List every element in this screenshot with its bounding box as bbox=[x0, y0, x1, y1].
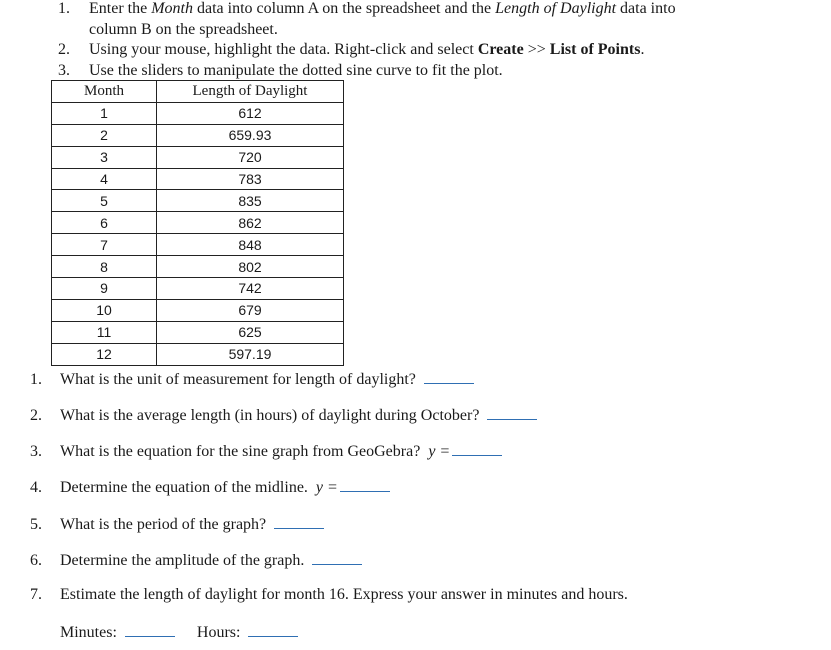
table-row bbox=[52, 256, 344, 278]
answer-blank-2[interactable] bbox=[487, 405, 537, 420]
answer-blank-3[interactable] bbox=[452, 441, 502, 456]
minutes-blank[interactable] bbox=[125, 622, 175, 637]
question-3: 3. What is the equation for the sine graph from GeoGebra? y = bbox=[30, 441, 502, 462]
month-cell: 11 bbox=[52, 321, 157, 343]
question-7: 7. Estimate the length of daylight for month 16. Express your answer in minutes and hours. bbox=[30, 586, 628, 603]
daylight-cell: 783 bbox=[157, 168, 344, 190]
question-4: 4. Determine the equation of the midline. y = bbox=[30, 477, 390, 498]
daylight-cell: 848 bbox=[157, 234, 344, 256]
month-cell: 12 bbox=[52, 343, 157, 365]
answer-blank-4[interactable] bbox=[340, 477, 390, 492]
month-cell: 3 bbox=[52, 146, 157, 168]
month-cell: 10 bbox=[52, 299, 157, 321]
question-6: 6. Determine the amplitude of the graph. bbox=[30, 550, 362, 571]
month-cell: 1 bbox=[52, 102, 157, 124]
question-7-answers bbox=[60, 622, 298, 642]
instruction-1: 1. Enter the Month data into column A on the spreadsheet and the Length of Daylight data into column B on the spreadsheet. bbox=[58, 0, 676, 38]
answer-blank-6[interactable] bbox=[312, 550, 362, 565]
question-2: 2. What is the average length (in hours) of daylight during October? bbox=[30, 405, 537, 426]
question-5: 5. What is the period of the graph? bbox=[30, 514, 324, 535]
daylight-cell: 742 bbox=[157, 278, 344, 300]
month-cell: 5 bbox=[52, 190, 157, 212]
table-row bbox=[52, 299, 344, 321]
instruction-2: 2. Using your mouse, highlight the data. Right-click and select Create >> List of Points. bbox=[58, 41, 645, 58]
table-row bbox=[52, 146, 344, 168]
answer-blank-5[interactable] bbox=[274, 514, 324, 529]
month-cell: 2 bbox=[52, 124, 157, 146]
month-cell: 6 bbox=[52, 212, 157, 234]
daylight-cell: 862 bbox=[157, 212, 344, 234]
daylight-cell: 802 bbox=[157, 256, 344, 278]
table-row bbox=[52, 278, 344, 300]
daylight-cell: 612 bbox=[157, 102, 344, 124]
month-cell: 4 bbox=[52, 168, 157, 190]
daylight-cell: 625 bbox=[157, 321, 344, 343]
daylight-cell: 659.93 bbox=[157, 124, 344, 146]
column-header-month: Month bbox=[52, 81, 157, 103]
table-header-row bbox=[52, 81, 344, 103]
answer-blank-1[interactable] bbox=[424, 369, 474, 384]
month-cell: 7 bbox=[52, 234, 157, 256]
table-row bbox=[52, 212, 344, 234]
table-row bbox=[52, 190, 344, 212]
table-row bbox=[52, 124, 344, 146]
table-row bbox=[52, 321, 344, 343]
table-row bbox=[52, 343, 344, 365]
month-cell: 9 bbox=[52, 278, 157, 300]
daylight-cell: 720 bbox=[157, 146, 344, 168]
daylight-cell: 597.19 bbox=[157, 343, 344, 365]
daylight-cell: 679 bbox=[157, 299, 344, 321]
table-row bbox=[52, 102, 344, 124]
instruction-3: 3. Use the sliders to manipulate the dotted sine curve to fit the plot. bbox=[58, 62, 503, 79]
hours-blank[interactable] bbox=[248, 622, 298, 637]
daylight-table bbox=[51, 80, 344, 366]
table-row bbox=[52, 234, 344, 256]
table-body bbox=[52, 102, 344, 365]
column-header-daylight: Length of Daylight bbox=[157, 81, 344, 103]
table-row bbox=[52, 168, 344, 190]
month-cell: 8 bbox=[52, 256, 157, 278]
daylight-cell: 835 bbox=[157, 190, 344, 212]
hours-label: Hours: bbox=[196, 624, 241, 641]
minutes-label: Minutes: bbox=[60, 624, 117, 641]
question-1: 1. What is the unit of measurement for length of daylight? bbox=[30, 369, 474, 390]
